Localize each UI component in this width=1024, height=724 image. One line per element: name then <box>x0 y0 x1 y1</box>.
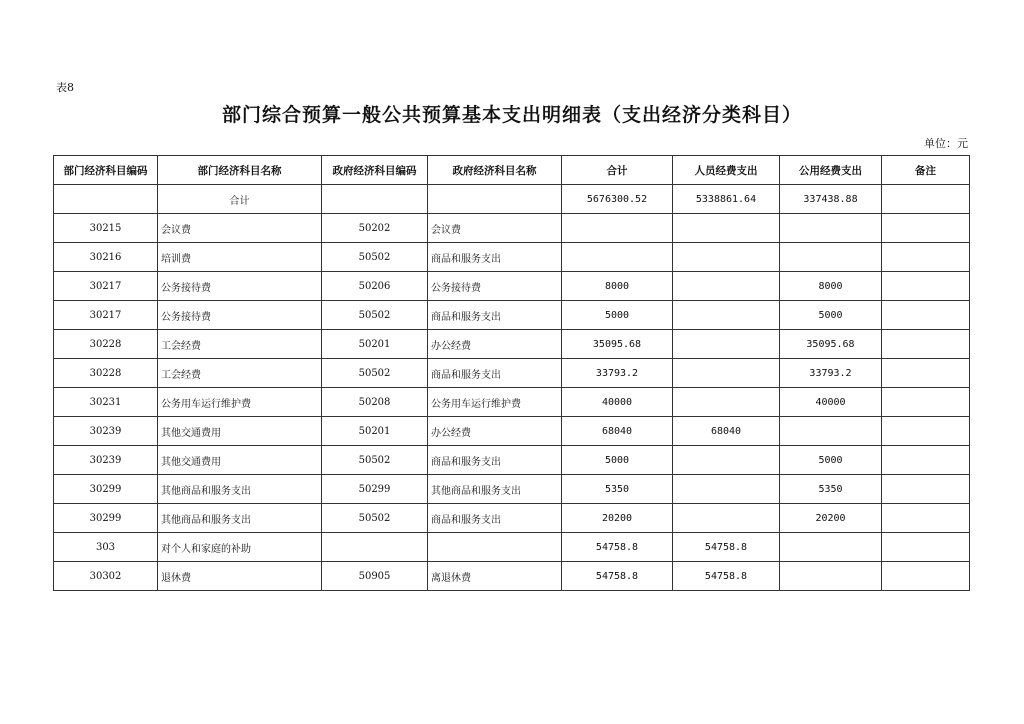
total-cell: 8000 <box>562 272 673 301</box>
note-cell <box>882 301 970 330</box>
dept-name-cell: 退休费 <box>158 562 322 591</box>
total-cell: 40000 <box>562 388 673 417</box>
dept-code-cell: 30239 <box>54 417 158 446</box>
gov-code-cell: 50502 <box>322 243 428 272</box>
dept-name-cell: 公务接待费 <box>158 272 322 301</box>
gov-code-cell: 50502 <box>322 359 428 388</box>
total-cell: 68040 <box>562 417 673 446</box>
total-row-total: 5676300.52 <box>562 185 673 214</box>
col-header-dept-name: 部门经济科目名称 <box>158 156 322 185</box>
personnel-cell <box>673 475 780 504</box>
public-cell: 5000 <box>780 446 882 475</box>
gov-name-cell: 其他商品和服务支出 <box>428 475 562 504</box>
public-cell: 33793.2 <box>780 359 882 388</box>
gov-code-cell: 50206 <box>322 272 428 301</box>
table-row <box>54 475 970 504</box>
document-title: 部门综合预算一般公共预算基本支出明细表（支出经济分类科目） <box>221 104 802 126</box>
public-cell: 8000 <box>780 272 882 301</box>
total-row-code <box>54 185 158 214</box>
note-cell <box>882 475 970 504</box>
note-cell <box>882 243 970 272</box>
dept-code-cell: 303 <box>54 533 158 562</box>
gov-code-cell: 50201 <box>322 417 428 446</box>
col-header-gov-code: 政府经济科目编码 <box>322 156 428 185</box>
dept-name-cell: 会议费 <box>158 214 322 243</box>
unit-note: 单位：元 <box>924 137 968 150</box>
gov-code-cell: 50201 <box>322 330 428 359</box>
gov-name-cell: 商品和服务支出 <box>428 301 562 330</box>
total-cell <box>562 243 673 272</box>
table-row <box>54 272 970 301</box>
table-row <box>54 533 970 562</box>
public-cell <box>780 417 882 446</box>
total-cell: 5350 <box>562 475 673 504</box>
dept-code-cell: 30216 <box>54 243 158 272</box>
personnel-cell <box>673 504 780 533</box>
dept-code-cell: 30228 <box>54 330 158 359</box>
gov-code-cell: 50502 <box>322 301 428 330</box>
note-cell <box>882 504 970 533</box>
header-row <box>54 156 970 185</box>
budget-table <box>53 155 970 591</box>
total-cell <box>562 214 673 243</box>
total-cell: 54758.8 <box>562 562 673 591</box>
gov-name-cell <box>428 533 562 562</box>
gov-name-cell: 商品和服务支出 <box>428 243 562 272</box>
gov-name-cell: 办公经费 <box>428 330 562 359</box>
col-header-public: 公用经费支出 <box>780 156 882 185</box>
note-cell <box>882 417 970 446</box>
dept-name-cell: 其他商品和服务支出 <box>158 504 322 533</box>
personnel-cell <box>673 301 780 330</box>
public-cell <box>780 562 882 591</box>
table-row <box>54 243 970 272</box>
public-cell: 40000 <box>780 388 882 417</box>
table-row <box>54 301 970 330</box>
gov-name-cell: 会议费 <box>428 214 562 243</box>
table-row <box>54 562 970 591</box>
personnel-cell <box>673 330 780 359</box>
personnel-cell <box>673 214 780 243</box>
gov-name-cell: 商品和服务支出 <box>428 504 562 533</box>
personnel-cell <box>673 243 780 272</box>
note-cell <box>882 446 970 475</box>
total-cell: 35095.68 <box>562 330 673 359</box>
dept-code-cell: 30217 <box>54 301 158 330</box>
note-cell <box>882 214 970 243</box>
total-row <box>54 185 970 214</box>
gov-name-cell: 商品和服务支出 <box>428 446 562 475</box>
dept-code-cell: 30302 <box>54 562 158 591</box>
public-cell <box>780 533 882 562</box>
table-row <box>54 504 970 533</box>
dept-code-cell: 30217 <box>54 272 158 301</box>
table-row <box>54 359 970 388</box>
dept-code-cell: 30215 <box>54 214 158 243</box>
public-cell: 20200 <box>780 504 882 533</box>
gov-code-cell: 50208 <box>322 388 428 417</box>
table-row <box>54 330 970 359</box>
dept-name-cell: 其他交通费用 <box>158 446 322 475</box>
table-row <box>54 388 970 417</box>
col-header-gov-name: 政府经济科目名称 <box>428 156 562 185</box>
col-header-note: 备注 <box>882 156 970 185</box>
total-row-gov-name <box>428 185 562 214</box>
gov-code-cell: 50202 <box>322 214 428 243</box>
total-row-public: 337438.88 <box>780 185 882 214</box>
total-row-label: 合计 <box>158 185 322 214</box>
personnel-cell <box>673 446 780 475</box>
col-header-personnel: 人员经费支出 <box>673 156 780 185</box>
public-cell: 5000 <box>780 301 882 330</box>
gov-name-cell: 办公经费 <box>428 417 562 446</box>
personnel-cell <box>673 388 780 417</box>
public-cell: 5350 <box>780 475 882 504</box>
dept-name-cell: 对个人和家庭的补助 <box>158 533 322 562</box>
dept-code-cell: 30299 <box>54 475 158 504</box>
note-cell <box>882 359 970 388</box>
dept-code-cell: 30231 <box>54 388 158 417</box>
table-row <box>54 446 970 475</box>
dept-name-cell: 公务接待费 <box>158 301 322 330</box>
dept-name-cell: 工会经费 <box>158 359 322 388</box>
total-row-note <box>882 185 970 214</box>
note-cell <box>882 388 970 417</box>
col-header-dept-code: 部门经济科目编码 <box>54 156 158 185</box>
dept-name-cell: 工会经费 <box>158 330 322 359</box>
total-cell: 5000 <box>562 446 673 475</box>
public-cell <box>780 214 882 243</box>
personnel-cell: 54758.8 <box>673 533 780 562</box>
total-row-gov-code <box>322 185 428 214</box>
dept-name-cell: 其他交通费用 <box>158 417 322 446</box>
dept-name-cell: 培训费 <box>158 243 322 272</box>
gov-code-cell: 50502 <box>322 446 428 475</box>
total-row-personnel: 5338861.64 <box>673 185 780 214</box>
dept-code-cell: 30239 <box>54 446 158 475</box>
public-cell <box>780 243 882 272</box>
gov-name-cell: 公务接待费 <box>428 272 562 301</box>
personnel-cell: 54758.8 <box>673 562 780 591</box>
note-cell <box>882 272 970 301</box>
gov-code-cell: 50299 <box>322 475 428 504</box>
dept-name-cell: 公务用车运行维护费 <box>158 388 322 417</box>
table-row <box>54 214 970 243</box>
gov-code-cell <box>322 533 428 562</box>
personnel-cell <box>673 359 780 388</box>
table-row <box>54 417 970 446</box>
note-cell <box>882 533 970 562</box>
gov-name-cell: 离退休费 <box>428 562 562 591</box>
note-cell <box>882 562 970 591</box>
total-cell: 20200 <box>562 504 673 533</box>
personnel-cell: 68040 <box>673 417 780 446</box>
dept-name-cell: 其他商品和服务支出 <box>158 475 322 504</box>
dept-code-cell: 30299 <box>54 504 158 533</box>
gov-name-cell: 公务用车运行维护费 <box>428 388 562 417</box>
gov-code-cell: 50502 <box>322 504 428 533</box>
personnel-cell <box>673 272 780 301</box>
col-header-total: 合计 <box>562 156 673 185</box>
total-cell: 54758.8 <box>562 533 673 562</box>
dept-code-cell: 30228 <box>54 359 158 388</box>
total-cell: 33793.2 <box>562 359 673 388</box>
public-cell: 35095.68 <box>780 330 882 359</box>
table-label: 表8 <box>56 81 74 94</box>
gov-code-cell: 50905 <box>322 562 428 591</box>
note-cell <box>882 330 970 359</box>
gov-name-cell: 商品和服务支出 <box>428 359 562 388</box>
total-cell: 5000 <box>562 301 673 330</box>
